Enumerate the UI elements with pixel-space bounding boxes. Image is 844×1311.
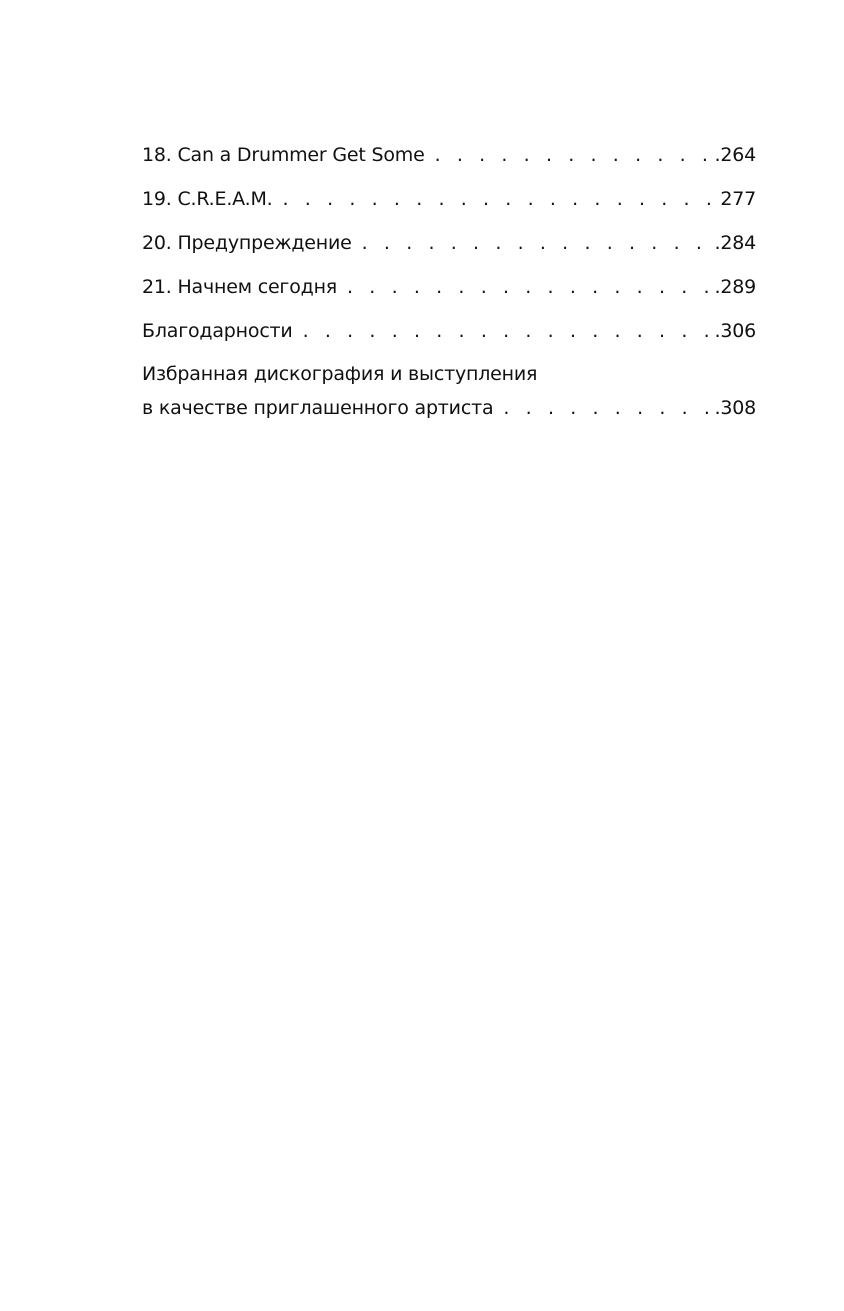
toc-entry-title: 20. Предупреждение	[142, 232, 352, 254]
toc-entry-page: .284	[714, 232, 756, 254]
toc-entry-title-line2: в качестве приглашенного артиста	[142, 397, 494, 419]
toc-entry[interactable]	[142, 314, 756, 358]
toc-entry-title-line1: Избранная дискография и выступления	[142, 363, 538, 385]
toc-entry-page: 277	[720, 188, 756, 210]
toc-entry[interactable]	[142, 270, 756, 314]
dot-leader	[303, 314, 711, 348]
dot-leader	[347, 270, 710, 304]
toc-entry-title: 18. Can a Drummer Get Some	[142, 144, 425, 166]
toc-entry-title: Благодарности	[142, 320, 293, 342]
toc-entry-title: 21. Начнем сегодня	[142, 276, 338, 298]
dot-leader	[362, 226, 711, 260]
toc-entry[interactable]	[142, 226, 756, 270]
dot-leader	[503, 392, 710, 424]
toc-entry[interactable]	[142, 138, 756, 182]
toc-entry-page: .264	[714, 144, 756, 166]
toc-entry-line2	[142, 392, 756, 424]
toc-entry-page: .308	[714, 397, 756, 419]
table-of-contents	[142, 138, 756, 424]
toc-entry[interactable]	[142, 182, 756, 226]
toc-entry[interactable]	[142, 358, 756, 424]
dot-leader	[435, 138, 711, 172]
toc-entry-page: .289	[714, 276, 756, 298]
toc-entry-page: .306	[714, 320, 756, 342]
dot-leader	[283, 182, 717, 216]
toc-entry-title: 19. C.R.E.A.M.	[142, 188, 273, 210]
